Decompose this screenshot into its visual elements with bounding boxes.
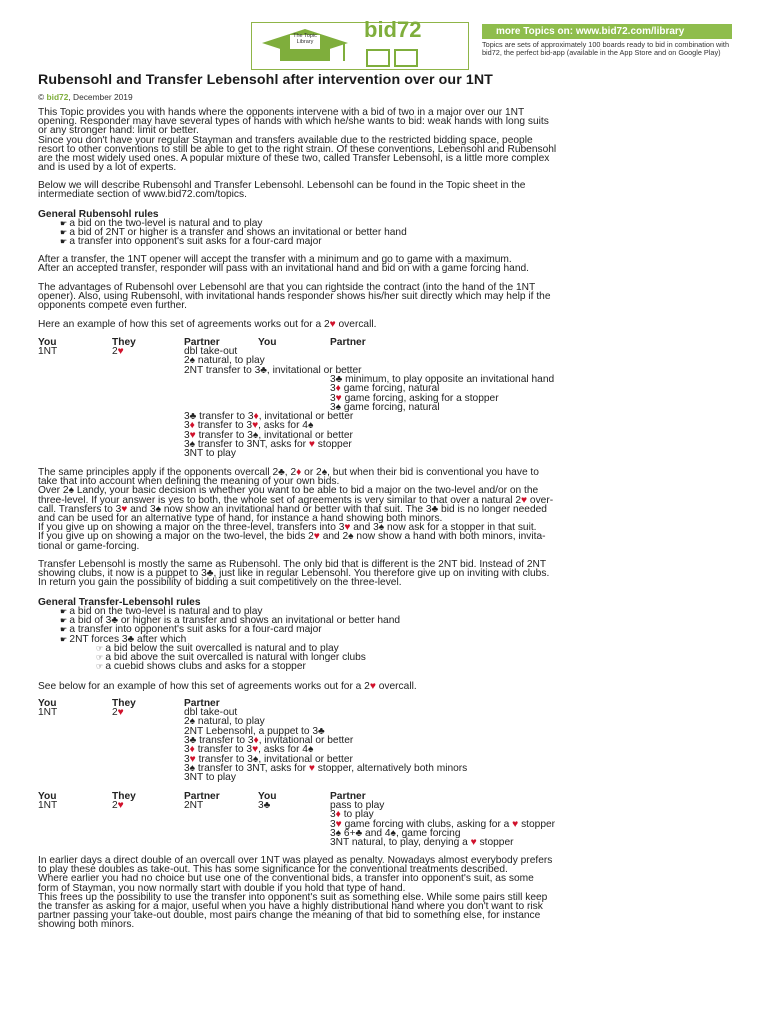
text-line: or any stronger hand: limit or better.	[38, 125, 199, 137]
text-line: Over 2♠ Landy, your basic decision is whether you want to be able to bid a major on the two-level and/or on the	[38, 485, 539, 497]
table-row: 2NT transfer to 3♣, invitational or better	[184, 364, 362, 376]
table-header: Partner	[184, 337, 220, 348]
text-line: If you give up on showing a major on the three-level, transfers into 3♥ and 3♠ now ask for a stopper in that suit.	[38, 522, 537, 534]
text-line: If you give up on showing a major on the two-level, the bids 2♥ and 2♠ now show a hand with both minors, invita-	[38, 531, 546, 543]
text-line: opening. Responder may have several types of hands with which he/she wants to bid: weak hands with long suits	[38, 116, 549, 128]
text-line: This Topic provides you with hands where the opponents intervene with a bid of two in a major over our 1NT	[38, 107, 525, 118]
text-line: three-level. If your answer is yes to both, the whole set of agreements is very similar to that over a natural 2♥ over-	[38, 494, 554, 506]
pointing-hand-icon: ☞	[96, 662, 106, 672]
intro-paragraph	[38, 108, 730, 172]
text-line: opener). Also, using Rubensohl, with invitational hands responder shows his/her suit directly which may help if the	[38, 291, 551, 303]
page-title: Rubensohl and Transfer Lebensohl after intervention over our 1NT	[38, 72, 493, 88]
text-line: Where earlier you had no choice but use one of the conventional bids, a transfer into opponent's suit, as some	[38, 873, 534, 885]
brand-name: bid72	[364, 17, 422, 42]
list-item-text: a transfer into opponent's suit asks for a four-card major	[69, 236, 322, 248]
history-paragraph	[38, 856, 730, 930]
table-header: They	[112, 337, 136, 348]
date-line	[38, 92, 133, 102]
list-item-text: a bid on the two-level is natural and to play	[69, 606, 263, 617]
text-line: Below we will describe Rubensohl and Transfer Lebensohl. Lebensohl can be found in the Topic sheet in the	[38, 180, 526, 191]
transfer-paragraph	[38, 255, 730, 273]
example-intro: Here an example of how this set of agreements works out for a 2♥ overcall.	[38, 319, 377, 330]
text-line: In earlier days a direct double of an overcall over 1NT was played as penalty. Nowadays almost everybody prefers	[38, 855, 553, 866]
table-row: 3♥ game forcing with clubs, asking for a ♥ stopper	[330, 818, 556, 830]
table-row: dbl take-out	[184, 346, 238, 357]
list-item	[60, 662, 720, 671]
table-header: Partner	[184, 791, 220, 802]
table-cell: 2♥	[112, 346, 124, 357]
rubensohl-rules-heading: General Rubensohl rules	[38, 209, 159, 220]
table-cell: 2♥	[112, 707, 124, 718]
table-row: 3NT to play	[184, 772, 236, 784]
pointing-hand-icon: ☛	[60, 228, 70, 238]
text-line: The same principles apply if the opponents overcall 2♣, 2♦ or 2♠, but when their bid is conventional you have to	[38, 467, 539, 478]
table-cell: 1NT	[38, 707, 58, 718]
table-row: 3NT to play	[184, 448, 236, 460]
text-line: After a transfer, the 1NT opener will accept the transfer with a minimum and go to game with a maximum.	[38, 254, 512, 265]
table-row: 3NT natural, to play, denying a ♥ stopper	[330, 837, 514, 849]
bid-box-icon	[365, 48, 425, 68]
text-line: call. Transfers to 3♥ and 3♠ now show an invitational hand or better with that suit. The 3♣ bid is no longer needed	[38, 503, 547, 515]
text-line: take that into account when defining the meaning of your own bids.	[38, 476, 340, 488]
pointing-hand-icon: ☞	[96, 652, 106, 662]
table-header: Partner	[330, 791, 366, 802]
table-header: You	[38, 337, 57, 348]
table-row: 3♣ minimum, to play opposite an invitational hand	[330, 373, 555, 385]
description-paragraph	[38, 181, 730, 199]
topics-link-bar[interactable]: more Topics on: www.bid72.com/library	[482, 24, 732, 39]
text-line: tional or game-forcing.	[38, 540, 140, 552]
pointing-hand-icon: ☛	[60, 237, 70, 247]
text-line: This frees up the possibility to use the transfer into opponent's suit as something else. While some pairs still keep	[38, 891, 548, 903]
table-header: You	[38, 698, 57, 709]
logo-caption: The Topic Library	[293, 33, 317, 45]
table-row: 3♥ game forcing, asking for a stopper	[330, 392, 499, 404]
text-line: Transfer Lebensohl is mostly the same as Rubensohl. The only bid that is different is the 2NT bid. Instead of 2NT	[38, 559, 547, 570]
pointing-hand-icon: ☛	[60, 607, 70, 616]
text-line: form of Stayman, you now normally start with double if you hold that type of hand.	[38, 882, 406, 894]
tl-rules-list	[60, 607, 720, 671]
table-row: 3♣ transfer to 3♦, invitational or better	[184, 734, 354, 746]
text-line: The advantages of Rubensohl over Lebensohl are that you can rightside the contract (into the hand of the 1NT	[38, 282, 536, 293]
list-item-text: a bid above the suit overcalled is natural with longer clubs	[105, 651, 366, 663]
text-line: the transfer as asking for a major, useful when you have a highly distributional hand where you don't want to risk	[38, 900, 543, 912]
table-row: 3♣ transfer to 3♦, invitational or better	[184, 411, 354, 423]
list-item-text: 2NT forces 3♣ after which	[69, 633, 187, 645]
table-header: You	[258, 337, 277, 348]
table-row: 3♦ game forcing, natural	[330, 383, 440, 395]
table-row: 2♠ natural, to play	[184, 716, 265, 728]
list-item	[60, 237, 720, 246]
copyright-sign: ©	[38, 92, 45, 102]
table-header: You	[258, 791, 277, 802]
list-item-text: a bid on the two-level is natural and to play	[69, 218, 263, 229]
tl-rules-heading: General Transfer-Lebensohl rules	[38, 597, 201, 608]
text-line: partner passing your take-out double, most pairs change the meaning of that bid to something else, for instance	[38, 910, 541, 922]
pointing-hand-icon: ☛	[60, 219, 70, 228]
transfer-lebensohl-paragraph	[38, 560, 730, 588]
table-cell: 1NT	[38, 346, 58, 357]
text-line: Since you don't have your regular Stayman and transfers available due to the restricted bidding space, people	[38, 134, 533, 146]
pointing-hand-icon: ☛	[60, 625, 70, 635]
principles-paragraph	[38, 468, 730, 551]
table-header: Partner	[184, 698, 220, 709]
table-row: 2NT Lebensohl, a puppet to 3♣	[184, 725, 325, 737]
table-header: They	[112, 791, 136, 802]
table-row: 3♠ transfer to 3NT, asks for ♥ stopper, alternatively both minors	[184, 762, 468, 774]
text-line: are the most widely used ones. A popular mixture of these two, called Transfer Lebensohl, is a little more complex	[38, 152, 550, 164]
table-row: dbl take-out	[184, 707, 238, 718]
table-cell: 2NT	[184, 800, 204, 811]
pointing-hand-icon: ☛	[60, 634, 70, 644]
list-item-text: a bid below the suit overcalled is natural and to play	[105, 642, 339, 654]
list-item-text: a cuebid shows clubs and asks for a stopper	[105, 661, 306, 673]
date-text: , December 2019	[68, 92, 133, 102]
text-line: and is used by a lot of experts.	[38, 162, 177, 174]
table-row: 3♦ transfer to 3♥, asks for 4♠	[184, 420, 314, 432]
table-row: 3♦ to play	[330, 809, 374, 821]
table-row: 2♠ natural, to play	[184, 355, 265, 367]
logo	[251, 17, 469, 70]
text-line: and can be used for an alternative type of hand, for instance a hand showing both minors.	[38, 512, 443, 524]
pointing-hand-icon: ☞	[96, 643, 106, 653]
text-line: to play these doubles as take-out. This has some significance for the conventional treatments described.	[38, 864, 508, 876]
rubensohl-rules-list	[60, 219, 720, 247]
table-row: 3♠ game forcing, natural	[330, 401, 440, 413]
table-cell: 1NT	[38, 800, 58, 811]
table-header: They	[112, 698, 136, 709]
text-line: resort to other conventions to still be able to get to the right strain. Of these conventions, Lebensohl and Rubensohl	[38, 143, 557, 155]
topics-note: Topics are sets of approximately 100 boards ready to bid in combination with bid72, the perfect bid-app (available in the App Store and on Google Play)	[482, 40, 730, 58]
pointing-hand-icon: ☛	[60, 616, 70, 626]
list-item-text: a transfer into opponent's suit asks for a four-card major	[69, 624, 322, 636]
list-item-text: a bid of 3♣ or higher is a transfer and shows an invitational or better hand	[69, 615, 401, 627]
table-row: 3♥ transfer to 3♠, invitational or better	[184, 753, 353, 765]
advantages-paragraph	[38, 283, 730, 311]
table-row: 3♥ transfer to 3♠, invitational or better	[184, 429, 353, 441]
example-intro-2: See below for an example of how this set of agreements works out for a 2♥ overcall.	[38, 681, 417, 692]
table-cell: 2♥	[112, 800, 124, 811]
table-row: pass to play	[330, 800, 385, 811]
text-line: showing both minors.	[38, 919, 135, 931]
text-line: intermediate section of www.bid72.com/topics.	[38, 189, 247, 201]
table-row: 3♠ 6+♣ and 4♠, game forcing	[330, 827, 461, 839]
text-line: opponents compete even further.	[38, 300, 187, 312]
list-item-text: a bid of 2NT or higher is a transfer and shows an invitational or better hand	[69, 227, 407, 239]
text-line: In return you gain the possibility of bidding a suit competitively on the three-level.	[38, 577, 402, 589]
table-header: Partner	[330, 337, 366, 348]
table-cell: 3♣	[258, 800, 271, 811]
date-brand: bid72	[46, 92, 69, 102]
text-line: showing clubs, it now is a puppet to 3♣, just like in regular Lebensohl. You therefore give up on inviting with clubs.	[38, 568, 550, 580]
table-header: You	[38, 791, 57, 802]
table-row: 3♦ transfer to 3♥, asks for 4♠	[184, 744, 314, 756]
text-line: After an accepted transfer, responder will pass with an invitational hand and bid on with a game forcing hand.	[38, 263, 529, 275]
table-row: 3♠ transfer to 3NT, asks for ♥ stopper	[184, 439, 352, 450]
